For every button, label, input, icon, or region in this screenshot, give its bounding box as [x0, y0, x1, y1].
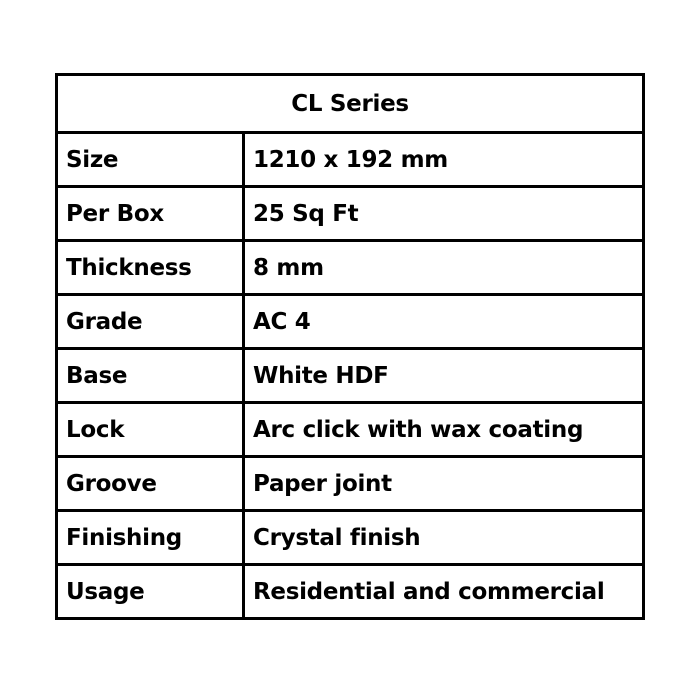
row-value: Residential and commercial: [244, 565, 644, 619]
table-row: [57, 187, 644, 241]
row-label: Grade: [57, 295, 244, 349]
table-header-row: [57, 75, 644, 133]
row-label: Usage: [57, 565, 244, 619]
row-value: Crystal finish: [244, 511, 644, 565]
table-row: [57, 511, 644, 565]
table-row: [57, 133, 644, 187]
row-label: Size: [57, 133, 244, 187]
row-label: Lock: [57, 403, 244, 457]
row-label: Base: [57, 349, 244, 403]
table-row: [57, 349, 644, 403]
row-label: Thickness: [57, 241, 244, 295]
row-value: Arc click with wax coating: [244, 403, 644, 457]
spec-table: [55, 73, 645, 620]
table-row: [57, 241, 644, 295]
table-row: [57, 403, 644, 457]
row-value: White HDF: [244, 349, 644, 403]
table-row: [57, 295, 644, 349]
row-label: Groove: [57, 457, 244, 511]
table-title: CL Series: [57, 75, 644, 133]
row-value: Paper joint: [244, 457, 644, 511]
table-row: [57, 457, 644, 511]
row-label: Finishing: [57, 511, 244, 565]
row-value: 1210 x 192 mm: [244, 133, 644, 187]
row-value: AC 4: [244, 295, 644, 349]
row-value: 25 Sq Ft: [244, 187, 644, 241]
row-value: 8 mm: [244, 241, 644, 295]
table-row: [57, 565, 644, 619]
row-label: Per Box: [57, 187, 244, 241]
